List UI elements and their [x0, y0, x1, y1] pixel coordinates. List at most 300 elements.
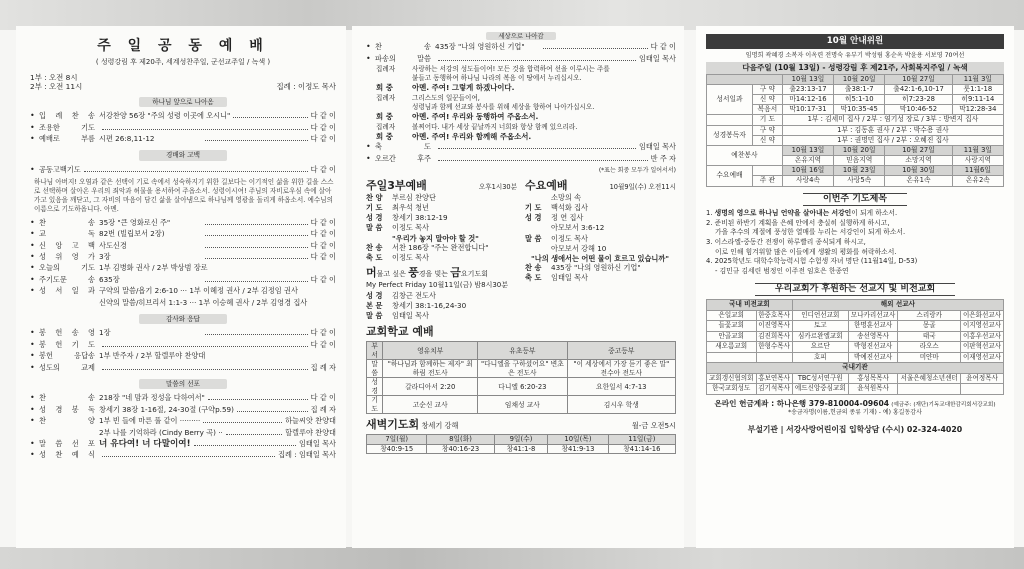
lect-label: 복음서	[752, 105, 782, 115]
order-list-3	[30, 328, 336, 374]
edu-header: 부서	[367, 342, 383, 360]
mission-cell	[707, 352, 757, 363]
service-value: 믿음지역	[834, 156, 885, 166]
prayer-item: 3. 이스라엘-중동간 전쟁이 하루빨리 종식되게 하시고,	[706, 237, 866, 246]
time-second: 2부 : 오전 11시	[30, 82, 83, 92]
mission-cell: 안골교회	[707, 331, 757, 342]
order-row	[30, 286, 336, 297]
service-value: 아모보서 강해 10	[551, 243, 607, 253]
mission-cell: 새오름교회	[707, 342, 757, 353]
bullet: •	[30, 263, 35, 273]
order-text: 사도신경	[99, 240, 127, 250]
lect-date: 11월 3일	[952, 74, 1003, 84]
service-line	[525, 263, 676, 273]
service-value: 김창근 전도사	[392, 290, 436, 300]
service-value: 최우석 청년	[392, 202, 430, 212]
response-lead: 회 중	[376, 131, 393, 141]
dawn-table	[366, 434, 676, 454]
service-value: 소망지역	[885, 156, 952, 166]
mission-cell: 김진희목사	[756, 331, 792, 342]
mission-cell: 한중호목사	[756, 310, 792, 321]
lect-value: 출23:13-17	[782, 84, 833, 94]
order-row	[366, 142, 676, 153]
response-line	[376, 103, 676, 112]
leader-dots	[203, 422, 282, 423]
order-who: 다 같 이	[310, 339, 336, 349]
order-text: 635장	[99, 274, 120, 284]
order-who: 반 주 자	[650, 153, 676, 163]
prayer-item: 4. 2025학년도 대학수학능력시험 수험생 자녀 명단 (11월14일, D-53)	[706, 257, 918, 266]
mission-cell: 호피	[792, 352, 848, 363]
order-who: 집 례 자	[310, 404, 336, 414]
service-value: 백석화 집사	[551, 202, 589, 212]
order-row	[366, 154, 676, 165]
leader-dots	[102, 369, 308, 370]
mission-cell: 한명훈선교사	[848, 321, 898, 332]
order-who: 다 같 이	[310, 134, 336, 144]
dawn-time: 월-금 오전5시	[631, 421, 676, 431]
order-who: 다 같 이	[310, 217, 336, 227]
order-text: 435장 "나의 영원하신 기업"	[435, 42, 525, 52]
prayer-item: 1. 생명의 영으로 하나님 언약을 살아내는 서강인이 되게 하소서.	[706, 209, 898, 218]
lect-value: 막10:17-31	[782, 105, 833, 115]
order-label: 성도의 교제	[39, 362, 95, 372]
service-line	[525, 234, 676, 244]
mission-org-head: 국내기관	[707, 363, 1004, 374]
prayer-item: 2. 준비된 하반기 계획을 은혜 안에서 충실히 실행하게 하시고,	[706, 218, 890, 227]
response-line	[376, 112, 676, 122]
leader-dots	[237, 411, 308, 412]
service-role: 찬 송	[525, 263, 542, 273]
leader-dots	[543, 48, 648, 49]
service-line	[366, 253, 517, 263]
service-line	[366, 193, 517, 203]
service-role: 본 문	[366, 300, 383, 310]
edu-cell: "하나님과 함께하는 제자" 최하림 전도사	[383, 360, 478, 378]
response-lead: 회 중	[376, 83, 393, 93]
order-who: 다 같 이	[310, 251, 336, 261]
service-date: 10월 13일	[782, 145, 833, 155]
wed-date: 10월 23일	[834, 166, 885, 176]
dawn-header	[366, 418, 676, 432]
order-who: 임태일 목사	[298, 438, 336, 448]
leader-dots	[226, 434, 282, 435]
order-label: 봉 헌 송 영	[39, 328, 95, 338]
bullet: •	[30, 217, 35, 227]
third-service-time: 오후1시30분	[478, 182, 517, 191]
section-word: 말씀의 선포	[139, 379, 227, 389]
order-who: 다 같 이	[310, 393, 336, 403]
response-line	[376, 123, 676, 132]
order-text: 35장 "큰 영화로신 주"	[99, 217, 171, 227]
mission-cell: 이진영목사	[756, 321, 792, 332]
leader-dots	[102, 129, 308, 130]
order-text: 서강찬양 56장 "주의 성령 이곳에 오시니"	[99, 111, 231, 121]
service-group: 예찬봉사	[707, 145, 783, 165]
ushers-title: 10월 안내위원	[706, 34, 1004, 49]
org-cell	[898, 384, 961, 395]
mission-title: 우리교회가 후원하는 선교지 및 비전교회	[706, 283, 1004, 297]
lect-label: 구 약	[752, 84, 782, 94]
order-label: 말 씀 선 포	[39, 438, 95, 448]
bullet: •	[30, 134, 35, 144]
order-row	[366, 42, 676, 53]
order-label: 성 서 일 과	[39, 286, 95, 296]
service-value: 소망의 속	[551, 192, 582, 202]
response-line	[376, 94, 676, 103]
order-row	[30, 252, 336, 263]
service-line	[366, 243, 517, 253]
order-row	[30, 416, 336, 427]
order-row	[30, 393, 336, 404]
bullet: •	[30, 438, 35, 448]
edu-cell: 김시우 학생	[567, 396, 675, 414]
order-text: 구약의 말씀/욥기 2:6-10 ··· 1부 이혜정 권사 / 2부 김정임 권사	[99, 286, 298, 296]
order-who: 다 같 이	[310, 274, 336, 284]
order-row	[30, 111, 336, 122]
edu-row-label: 말씀	[367, 360, 383, 378]
bullet: •	[30, 450, 35, 460]
third-service-sermon: "우리가 놓지 말아야 할 것"	[392, 233, 479, 243]
dawn-text: 창41:14-16	[608, 444, 675, 453]
response-text: 사랑하는 서강의 성도들이여! 모든 것을 합력하여 선을 이루시는 주를	[412, 64, 610, 73]
wed-value: 온유2속	[952, 176, 1003, 186]
sending-panel	[352, 26, 684, 548]
footer-info: 부설기관 | 서강사랑어린이집 입학상담 (수시) 02-324-4020	[747, 424, 963, 434]
reader-label: 구 약	[752, 125, 782, 135]
response-text: 아멘. 주여! 우리와 함께해 주옵소서.	[412, 131, 532, 141]
order-label: 파송의 말씀	[375, 53, 431, 63]
service-value: 정 연 집사	[551, 213, 584, 223]
response-text: 붙들고 동행하여 하나님 나라의 복음 이 땅에서 누리십시오.	[412, 74, 582, 83]
order-label: 신 앙 고 백	[39, 240, 95, 250]
reader-label: 신 약	[752, 135, 782, 145]
service-date: 11월 3일	[952, 145, 1003, 155]
response-text: 볼찌어다. 내가 세상 끝날까지 너희와 항상 함께 있으리라.	[412, 122, 578, 131]
service-value: 이정도 목사	[551, 233, 589, 243]
leader-dots	[102, 456, 275, 457]
edu-cell: 갈라디아서 2:20	[383, 378, 478, 396]
leader-dots	[438, 160, 648, 161]
org-cell: 홍성목목사	[848, 373, 898, 384]
wed-blank	[752, 166, 782, 176]
service-value: 임태일 목사	[392, 311, 430, 321]
mission-cell: 미얀마	[898, 352, 961, 363]
order-label: 찬 송	[375, 42, 431, 52]
mission-cell: 몽골	[898, 321, 961, 332]
service-role: 기 도	[525, 202, 542, 212]
ushers-names: 임명희 곽혜경 소복자 이옥련 전명숙 유부기 박성림 홍순옥 박윤용 서보영 70여선	[745, 52, 965, 59]
order-text: 시편 26:8,11-12	[99, 134, 155, 144]
friday-time: My Perfect Friday 10월11일(금) 밤8시30분	[366, 280, 509, 289]
bullet: •	[30, 111, 35, 121]
edu-header: 중고등부	[567, 342, 675, 360]
mission-cell: 이재영선교사	[961, 352, 1004, 363]
wed-group: 수요예배	[707, 166, 753, 186]
third-service	[366, 179, 517, 322]
lect-label: 신 약	[752, 95, 782, 105]
bullet: •	[30, 362, 35, 372]
order-row	[30, 428, 336, 439]
mission-cell: 이판혁선교사	[961, 342, 1004, 353]
dawn-sub: 창세기 강해	[421, 421, 459, 431]
edu-cell: 요한일서 4:7-13	[567, 378, 675, 396]
bullet: •	[30, 229, 35, 239]
response-lead: 집례자	[376, 93, 396, 102]
order-text: 82번 (빌립보서 2장)	[99, 229, 165, 239]
prayer-list	[706, 209, 1004, 276]
mission-overseas-head: 해외 선교사	[792, 300, 1003, 311]
response-text: 아멘. 주여! 우리와 동행하여 주옵소서.	[412, 112, 539, 122]
order-label: 주기도문 송	[39, 274, 95, 284]
order-list-1	[30, 111, 336, 145]
order-label: 봉 헌 기 도	[39, 339, 95, 349]
order-row	[30, 134, 336, 145]
account-note: *송금자명(이름,헌금의 종류 기재) - 예) 홍길동감사	[788, 409, 922, 417]
order-label: 봉헌 응답송	[39, 351, 95, 361]
edu-header: 유초등부	[478, 342, 567, 360]
mission-cell	[756, 352, 792, 363]
service-role: 성 경	[525, 213, 542, 223]
service-line	[366, 203, 517, 213]
edu-header: 영유치부	[383, 342, 478, 360]
service-line	[366, 213, 517, 223]
bullet: •	[30, 404, 35, 414]
service-role: 성 경	[366, 213, 383, 223]
order-label: 오르간 후주	[375, 153, 431, 163]
dawn-day: 9일(수)	[494, 435, 548, 444]
worship-leader: 집례 : 이정도 목사	[276, 82, 336, 92]
bullet: •	[30, 351, 35, 361]
dawn-text: 창40:9-15	[367, 444, 427, 453]
service-value: 아모보서 3:6-12	[551, 223, 605, 233]
edu-cell: 임채성 교사	[478, 396, 567, 414]
leader-dots	[438, 60, 636, 61]
wednesday-service	[525, 179, 676, 322]
bullet: •	[30, 251, 35, 261]
response-line	[376, 132, 676, 142]
service-line	[366, 311, 517, 321]
order-text: 창세기 38장 1-16절, 24-30절 (구약p.59)	[99, 404, 234, 414]
lect-group: 성서일과	[707, 84, 753, 115]
response-line	[376, 74, 676, 83]
service-role: 축 도	[525, 273, 542, 283]
service-line	[525, 273, 676, 283]
dawn-text: 창41:9-13	[548, 444, 608, 453]
prayer-item: - 김민규 김세린 범정인 이주전 임호은 한종연	[715, 266, 849, 275]
wed-sermon: "나의 생애서는 어떤 물이 흐르고 있습니까"	[531, 253, 670, 263]
response-lead: 회 중	[376, 112, 393, 122]
order-row	[30, 405, 336, 416]
confession-label: 공동고백기도	[39, 164, 81, 174]
order-label: 성 경 봉 독	[39, 404, 95, 414]
response-line	[376, 83, 676, 93]
service-value: 창세기 38:1-16,24-30	[392, 300, 467, 310]
confession-row: • 공동고백기도 다 같 이	[30, 164, 336, 174]
bullet: •	[30, 286, 35, 296]
dawn-text: 창41:1-8	[494, 444, 548, 453]
leader-dots	[205, 281, 308, 282]
order-who: 다 같 이	[310, 328, 336, 338]
bullet: •	[366, 142, 371, 152]
leader-dots	[205, 140, 308, 141]
order-who: 할렐루야 찬양대	[285, 427, 336, 437]
lect-value: 막10:46-52	[885, 105, 952, 115]
order-who: 다 같 이	[310, 122, 336, 132]
lect-date: 10월 27일	[885, 74, 952, 84]
leader-dots	[205, 334, 308, 335]
order-who: 임태일 목사	[638, 53, 676, 63]
mission-cell: 인디언선교회	[792, 310, 848, 321]
service-value: 창세기 38:12-19	[392, 213, 448, 223]
prayer-topics-title: 이번주 기도제목	[706, 193, 1004, 207]
mission-cell: 요르단	[792, 342, 848, 353]
wed-date: 11월6일	[952, 166, 1003, 176]
order-row	[30, 263, 336, 274]
reader-group: 성경봉독자	[707, 125, 753, 145]
org-cell: 윤여정목사	[961, 373, 1004, 384]
wed-title: 수요예배	[525, 178, 568, 192]
order-row	[30, 363, 336, 374]
lect-value: 히7:23-28	[885, 95, 952, 105]
order-who: 집 례 자	[310, 362, 336, 372]
service-role: 말 씀	[525, 233, 542, 243]
edu-cell: "다니엘을 구하셨어요" 변초은 전도사	[478, 360, 567, 378]
edu-table	[366, 341, 676, 414]
order-text: 1부 반주자 / 2부 할렐루야 찬양대	[99, 351, 206, 361]
lect-date: 10월 20일	[834, 74, 885, 84]
prayer-item: 가을 추수의 계절에 풍성한 열매를 누리는 서강인이 되게 하소서.	[715, 228, 906, 237]
mission-cell: 송선영목사	[848, 331, 898, 342]
section-sending: 세상으로 나아감	[486, 32, 556, 40]
bullet: •	[30, 339, 35, 349]
order-label: 찬 송	[39, 393, 95, 403]
edu-cell: 다니엘 6:20-23	[478, 378, 567, 396]
order-row	[30, 241, 336, 252]
service-value: 임태일 목사	[551, 273, 589, 283]
org-cell	[961, 384, 1004, 395]
response-lead: 집례자	[376, 64, 396, 73]
service-line	[366, 291, 517, 301]
order-label: 조용한 기도	[39, 122, 95, 132]
service-times	[30, 73, 336, 92]
leader-dots	[205, 247, 308, 248]
org-cell: 서울은혜청소년센터	[898, 373, 961, 384]
bullet: •	[30, 240, 35, 250]
reader-value: 1부 : 권명민 집사 / 2부 : 오혜진 집사	[782, 135, 1003, 145]
sunday-worship-panel	[16, 26, 346, 548]
lect-value: 막12:28-34	[952, 105, 1003, 115]
mission-domestic-head: 국내 비전교회	[707, 300, 793, 311]
confession-who: 다 같 이	[310, 164, 336, 174]
mission-cell: 박예진선교사	[848, 352, 898, 363]
reader-label: 기 도	[752, 115, 782, 125]
edu-row-label: 성경	[367, 378, 383, 396]
leader-dots	[438, 148, 636, 149]
dawn-day: 10일(목)	[548, 435, 608, 444]
order-text: 218장 "네 맘과 정성을 다하여서"	[99, 393, 205, 403]
order-row	[30, 450, 336, 461]
order-text: 3장	[99, 251, 111, 261]
mission-cell: 이지영선교사	[961, 321, 1004, 332]
wed-value: 사랑5속	[834, 176, 885, 186]
service-role: 성 경	[366, 290, 383, 300]
order-row	[366, 54, 676, 65]
service-role: 찬 양	[366, 192, 383, 202]
org-cell: 김기석목사	[756, 384, 792, 395]
lect-value: 출42:1-6,10-17	[885, 84, 952, 94]
bullet: •	[30, 122, 35, 132]
wed-date: 10월 30일	[885, 166, 952, 176]
mission-cell: 모나카리선교사	[848, 310, 898, 321]
order-list-4	[30, 393, 336, 461]
order-who: 임태일 목사	[638, 142, 676, 152]
order-who: 다 같 이	[650, 42, 676, 52]
section-thanks: 감사와 응답	[139, 314, 227, 324]
order-list-2	[30, 218, 336, 309]
prayer-item: 이로 인해 힘겨워할 많은 이들에게 생활의 평화를 허락하소서.	[715, 247, 897, 256]
edu-cell: 고순신 교사	[383, 396, 478, 414]
service-line	[366, 301, 517, 311]
leader-dots	[102, 346, 308, 347]
dawn-day: 8일(화)	[427, 435, 494, 444]
response-text: 그리스도의 일꾼들이여,	[412, 93, 480, 102]
mission-cell: 심카르완엘교회	[792, 331, 848, 342]
order-text: 신약의 말씀/히브리서 1:1-3 ··· 1부 이승혜 권사 / 2부 김영경 집사	[99, 297, 308, 307]
mission-cell: 박형진선교사	[848, 342, 898, 353]
order-row	[30, 340, 336, 351]
org-cell: 한국교회성도	[707, 384, 757, 395]
worship-title: 주 일 공 동 예 배	[97, 38, 269, 54]
order-text: 1장	[99, 328, 111, 338]
leader-dots	[233, 117, 307, 118]
order-label: 성 위 영 가	[39, 251, 95, 261]
worship-subtitle: ( 성령강림 후 제20주, 세계성찬주일, 군선교주일 / 녹색 )	[95, 57, 271, 66]
section-worship: 경배와 고백	[139, 150, 227, 160]
bullet: •	[366, 153, 371, 163]
order-row	[30, 351, 336, 362]
sending-list	[366, 42, 676, 65]
order-who: 집례 : 임태일 목사	[278, 450, 336, 460]
online-account: 온라인 헌금계좌 : 하나은행 379-810004-09604 (예금주: (재단)기독교대한감리회서강교회)	[714, 398, 996, 408]
bullet: •	[30, 393, 35, 403]
response-text: 아멘. 주여! 그렇게 하겠나이다.	[412, 83, 515, 93]
mission-cell: 들꽃교회	[707, 321, 757, 332]
time-first: 1부 : 오전 8시	[30, 72, 78, 82]
response-lead: 집례자	[376, 122, 396, 131]
bullet: •	[30, 328, 35, 338]
order-who: 다 같 이	[310, 111, 336, 121]
wed-label: 주 관	[752, 176, 782, 186]
mission-cell: 태국	[898, 331, 961, 342]
wed-value: 온유1속	[885, 176, 952, 186]
third-service-title: 주일3부예배	[366, 178, 427, 192]
mission-table	[706, 299, 1004, 395]
order-label: 찬 양	[39, 416, 95, 426]
friday-prayer: 머물고 싶은 풍경을 빚는 금요기도회 My Perfect Friday 10월11일(금) 밤8시30분	[366, 265, 517, 291]
info-panel	[696, 26, 1014, 548]
wed-date: 10월 16일	[782, 166, 833, 176]
service-value: 서찬 186장 "주는 완전합니다"	[392, 242, 489, 252]
mission-cell: 라오스	[898, 342, 961, 353]
leader-dots	[208, 399, 308, 400]
lect-value: 출38:1-7	[834, 84, 885, 94]
org-cell: 에드신앙중심교회	[792, 384, 848, 395]
order-row	[30, 328, 336, 339]
org-cell: 윤석원목사	[848, 384, 898, 395]
service-line	[525, 193, 676, 203]
service-role: 축 도	[366, 252, 383, 262]
